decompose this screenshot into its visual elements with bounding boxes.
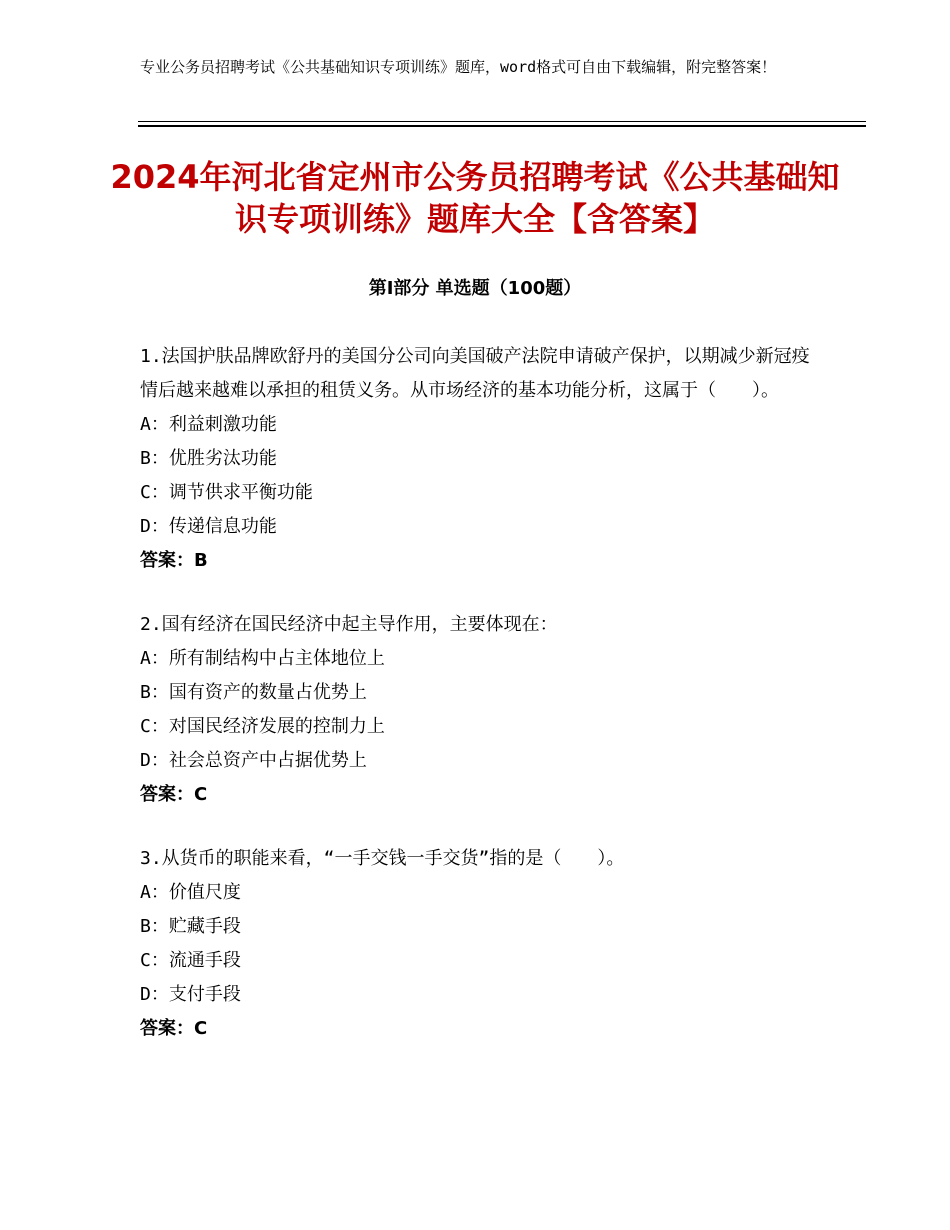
section-title: 第Ⅰ部分 单选题（100题）: [368, 278, 582, 299]
option-a: A：价值尺度: [140, 882, 241, 903]
question-3: [140, 842, 820, 1046]
question-stem: 1.法国护肤品牌欧舒丹的美国分公司向美国破产法院申请破产保护，以期减少新冠疫情后越来越难以承担的租赁义务。从市场经济的基本功能分析，这属于（ ）。: [140, 346, 810, 401]
option-b: B：优胜劣汰功能: [140, 448, 277, 469]
question-2: [140, 608, 820, 812]
question-list: [140, 340, 820, 1076]
option-c: C：对国民经济发展的控制力上: [140, 716, 385, 737]
option-d: D：支付手段: [140, 984, 241, 1005]
option-b: B：贮藏手段: [140, 916, 241, 937]
option-d: D：传递信息功能: [140, 516, 277, 537]
header-divider-thin: [138, 121, 866, 122]
option-a: A：所有制结构中占主体地位上: [140, 648, 385, 669]
document-title: 2024年河北省定州市公务员招聘考试《公共基础知识专项训练》题库大全【含答案】: [110, 158, 840, 238]
header-note: 专业公务员招聘考试《公共基础知识专项训练》题库，word格式可自由下载编辑，附完整答案！: [140, 58, 777, 76]
option-b: B：国有资产的数量占优势上: [140, 682, 367, 703]
option-c: C：调节供求平衡功能: [140, 482, 313, 503]
question-stem: 3.从货币的职能来看，“一手交钱一手交货”指的是（ ）。: [140, 848, 625, 869]
question-1: [140, 340, 820, 578]
option-a: A：利益刺激功能: [140, 414, 277, 435]
question-stem: 2.国有经济在国民经济中起主导作用，主要体现在：: [140, 614, 558, 635]
option-d: D：社会总资产中占据优势上: [140, 750, 367, 771]
answer-label: 答案：B: [140, 550, 208, 571]
header-divider-thick: [138, 125, 866, 127]
answer-label: 答案：C: [140, 1018, 208, 1039]
answer-label: 答案：C: [140, 784, 208, 805]
option-c: C：流通手段: [140, 950, 241, 971]
